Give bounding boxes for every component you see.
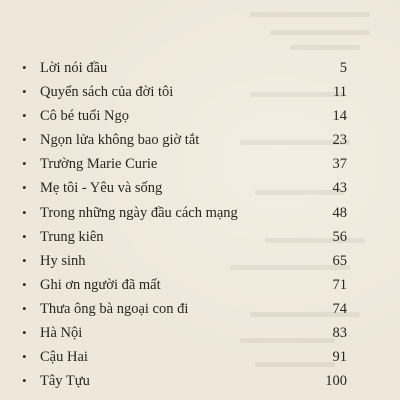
bullet-icon: •	[22, 84, 27, 100]
toc-entry[interactable]	[0, 369, 400, 393]
toc-entry-title: Trung kiên	[40, 228, 104, 245]
toc-entry-title: Hà Nội	[40, 325, 83, 342]
toc-entry-title: Cậu Hai	[40, 349, 88, 366]
toc-entry-page: 74	[332, 300, 347, 317]
toc-entry-title: Ngọn lửa không bao giờ tắt	[40, 132, 200, 149]
bullet-icon: •	[22, 252, 27, 268]
toc-entry[interactable]	[0, 201, 400, 225]
bullet-icon: •	[22, 204, 27, 220]
toc-entry[interactable]	[0, 249, 400, 273]
toc-entry-title: Thưa ông bà ngoại con đi	[40, 300, 189, 317]
toc-entry[interactable]	[0, 225, 400, 249]
toc-entry-title: Cô bé tuổi Ngọ	[40, 108, 130, 125]
toc-entry-page: 100	[325, 373, 347, 390]
toc-entry-page: 43	[332, 180, 347, 197]
toc-entry-page: 37	[332, 156, 347, 173]
toc-entry-title: Trong những ngày đầu cách mạng	[40, 204, 238, 221]
toc-entry[interactable]	[0, 273, 400, 297]
toc-entry[interactable]	[0, 176, 400, 200]
toc-entry-title: Mẹ tôi - Yêu và sống	[40, 180, 163, 197]
toc-entry-title: Lời nói đầu	[40, 60, 108, 76]
bullet-icon: •	[22, 60, 27, 75]
toc-entry-title: Hy sinh	[40, 252, 86, 269]
toc-entry-page: 71	[332, 276, 347, 293]
toc-entry[interactable]	[0, 321, 400, 345]
toc-entry-page: 83	[332, 325, 347, 342]
toc-entry-title: Trường Marie Curie	[40, 156, 158, 173]
toc-entry-page: 65	[332, 252, 347, 269]
toc-entry-title: Quyển sách của đời tôi	[40, 84, 174, 101]
toc-entry-page: 91	[332, 349, 347, 366]
bullet-icon: •	[22, 349, 27, 365]
bullet-icon: •	[22, 300, 27, 316]
toc-entry[interactable]	[0, 104, 400, 128]
toc-entry-page: 48	[332, 204, 347, 221]
toc-entry-title: Tây Tựu	[40, 373, 90, 390]
table-of-contents	[0, 56, 400, 393]
toc-entry-page: 11	[333, 84, 347, 101]
toc-entry-title: Ghi ơn người đã mất	[40, 276, 161, 293]
toc-entry[interactable]	[0, 56, 400, 80]
bullet-icon: •	[22, 373, 27, 389]
toc-entry-page: 23	[332, 132, 347, 149]
toc-entry-page: 5	[339, 60, 347, 76]
bullet-icon: •	[22, 108, 27, 124]
bullet-icon: •	[22, 228, 27, 244]
toc-entry[interactable]	[0, 152, 400, 176]
bullet-icon: •	[22, 325, 27, 341]
toc-entry[interactable]	[0, 80, 400, 104]
bullet-icon: •	[22, 132, 27, 148]
toc-entry[interactable]	[0, 297, 400, 321]
toc-entry[interactable]	[0, 128, 400, 152]
toc-entry-page: 14	[332, 108, 347, 125]
toc-entry-page: 56	[332, 228, 347, 245]
bullet-icon: •	[22, 180, 27, 196]
bullet-icon: •	[22, 156, 27, 172]
toc-entry[interactable]	[0, 345, 400, 369]
bullet-icon: •	[22, 276, 27, 292]
